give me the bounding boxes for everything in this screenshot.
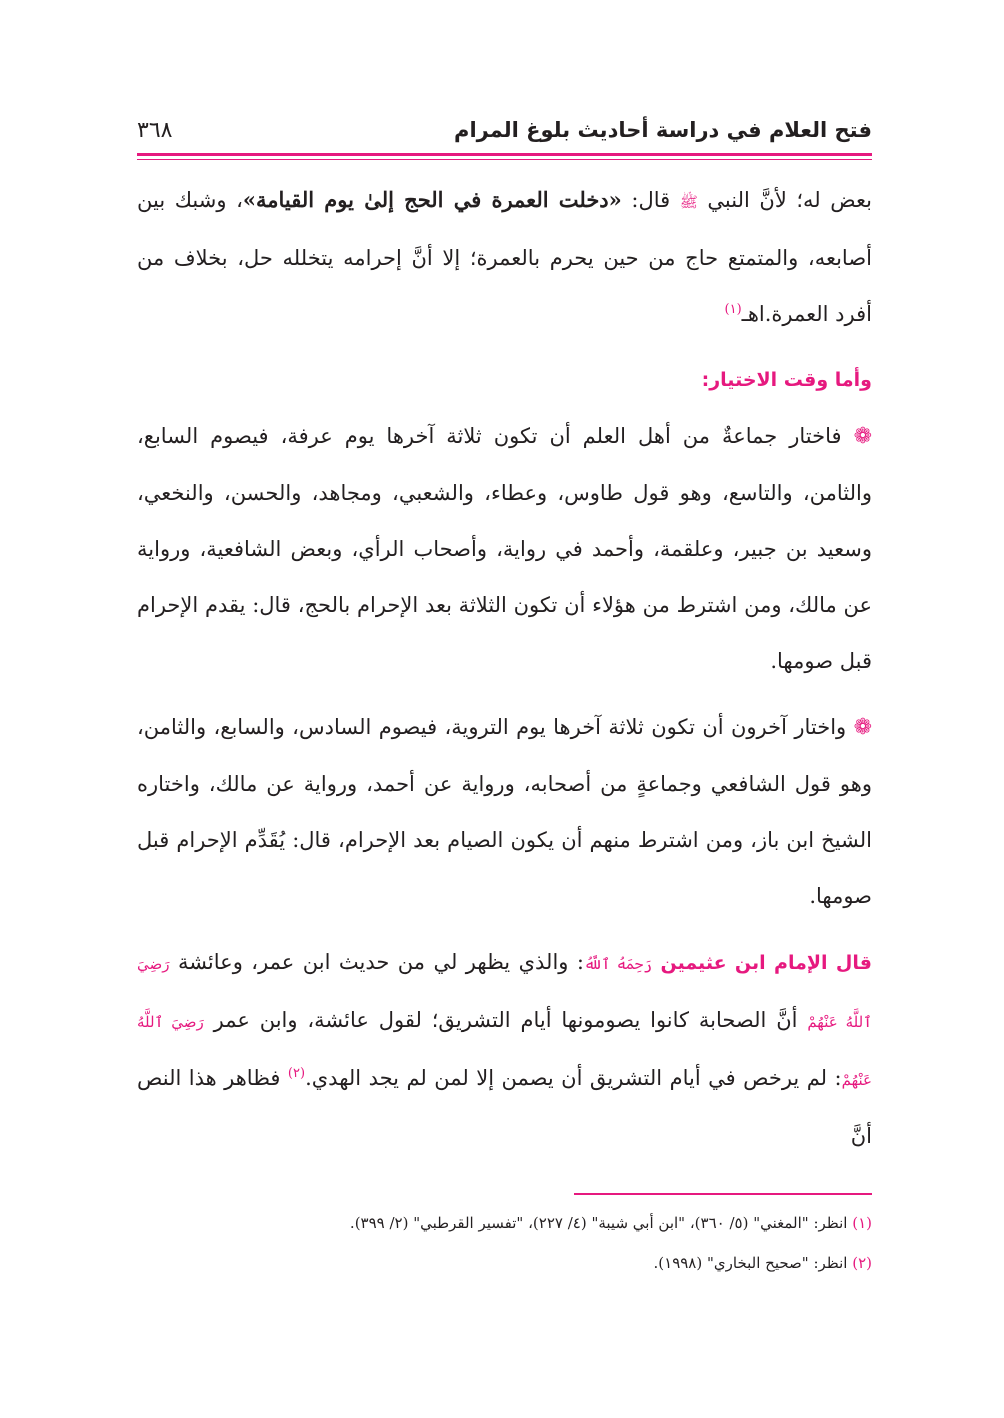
paragraph-continuation: بعض له؛ لأنَّ النبي ﷺ قال: «دخلت العمرة في الحج إلىٰ يوم القيامة»، وشبك بين أصابعه، والمتمتع حاج من حين يحرم بالعمرة؛ إلا أنَّ إحرامه يتخلله حل، بخلاف من أفرد العمرة.اهـ$^{(١)}$ bbox=[137, 187, 872, 326]
hadith-quote: «دخلت العمرة في الحج إلىٰ يوم القيامة» bbox=[242, 187, 622, 212]
footnote-ref-1[interactable]: (١) bbox=[724, 302, 742, 317]
footnote-number: (١) bbox=[852, 1214, 872, 1232]
header-rule-thin bbox=[137, 159, 872, 160]
paragraph-second-opinion: ❁ واختار آخرون أن تكون ثلاثة آخرها يوم التروية، فيصوم السادس، والسابع، والثامن، وهو قول الشافعي وجماعةٍ من أصحابه، ورواية عن أحمد، ورواية عن مالك، واختاره الشيخ ابن باز، ومن اشترط منهم أن يكون الصيام بعد الإحرام، قال: يُقَدِّم الإحرام قبل صومها. bbox=[137, 715, 872, 908]
footnotes bbox=[137, 1210, 872, 1290]
running-header bbox=[137, 118, 872, 152]
footnote-number: (٢) bbox=[852, 1254, 872, 1272]
main-text bbox=[137, 172, 872, 1164]
footnote-separator bbox=[574, 1193, 872, 1195]
footnote-text: انظر: "صحيح البخاري" (١٩٩٨). bbox=[653, 1254, 848, 1272]
paragraph-first-opinion: ❁ فاختار جماعةٌ من أهل العلم أن تكون ثلاثة آخرها يوم عرفة، فيصوم السابع، والثامن، والتاسع، وهو قول طاوس، وعطاء، والشعبي، ومجاهد، والحسن، والنخعي، وسعيد بن جبير، وعلقمة، وأحمد في رواية، وأصحاب الرأي، وبعض الشافعية، ورواية عن مالك، ومن اشترط من هؤلاء أن تكون الثلاثة بعد الإحرام بالحج، قال: يقدم الإحرام قبل صومها. bbox=[137, 424, 872, 673]
salawat-honorific: ﷺ bbox=[679, 193, 698, 211]
radiallahu-honorific: رَضِيَ ٱللَّهُ عَنْهُمْ bbox=[137, 1013, 872, 1089]
scholar-name: قال الإمام ابن عثيمين bbox=[660, 952, 872, 974]
flower-bullet-icon: ❁ bbox=[853, 424, 872, 449]
flower-bullet-icon: ❁ bbox=[853, 715, 872, 740]
section-heading: وأما وقت الاختيار: bbox=[701, 369, 872, 391]
footnote-1 bbox=[137, 1210, 872, 1236]
radiallahu-honorific: رَضِيَ ٱللَّهُ عَنْهُمْ bbox=[137, 955, 872, 1031]
book-title: فتح العلام في دراسة أحاديث بلوغ المرام bbox=[454, 118, 872, 142]
footnote-ref-2[interactable]: (٢) bbox=[287, 1066, 306, 1081]
paragraph-ibn-uthaymin: قال الإمام ابن عثيمين رَحِمَهُ ٱللَّهُ: والذي يظهر لي من حديث ابن عمر، وعائشة رَضِيَ ٱللَّهُ عَنْهُمْ أنَّ الصحابة كانوا يصومونها أيام التشريق؛ لقول عائشة، وابن عمر رَضِيَ ٱللَّهُ عَنْهُمْ: لم يرخص في أيام التشريق أن يصمن إلا لمن لم يجد الهدي.$^{(٢)}$ فظاهر هذا النص أنَّ bbox=[137, 950, 872, 1148]
header-rule-thick bbox=[137, 153, 872, 156]
page-number: ٣٦٨ bbox=[137, 118, 173, 143]
footnote-text: انظر: "المغني" (٥/ ٣٦٠)، "ابن أبي شيبة" (٤/ ٢٢٧)، "تفسير القرطبي" (٢/ ٣٩٩). bbox=[349, 1214, 848, 1232]
rahimahullah-honorific: رَحِمَهُ ٱللَّهُ bbox=[583, 955, 653, 973]
footnote-2 bbox=[137, 1250, 872, 1276]
